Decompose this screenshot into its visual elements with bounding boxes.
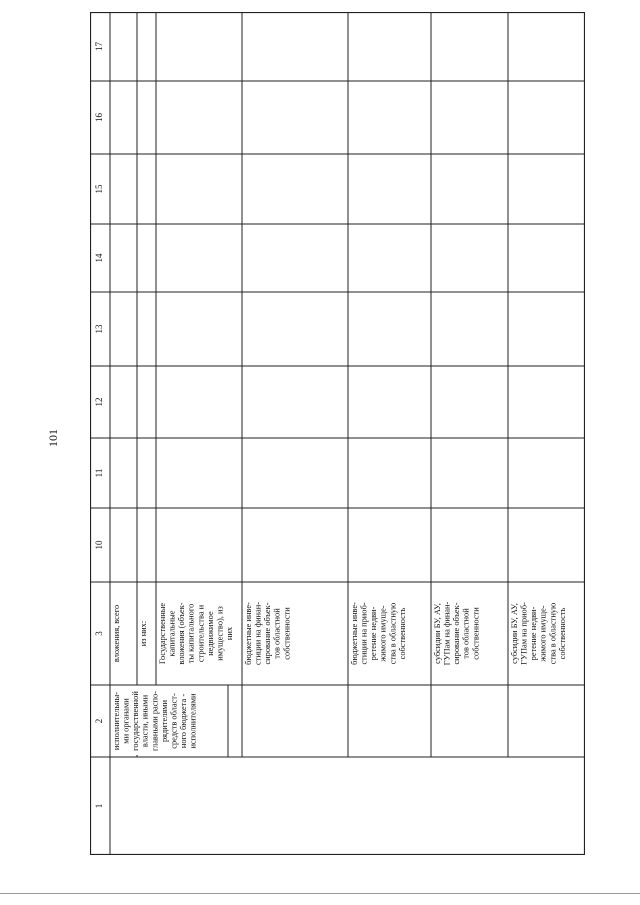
row-label-3-line: вложения (объек-: [177, 602, 187, 665]
row-label-4-line: сирование объек-: [263, 602, 273, 665]
row-label-4-line: бюджетные инве-: [243, 602, 253, 665]
row-label-3-line: капитальные: [167, 610, 177, 657]
row-label-5-line: стиции на приоб-: [359, 602, 369, 665]
column-header-2: 2: [94, 718, 105, 724]
row-label-7-line: ГУПам на приоб-: [519, 602, 529, 665]
row-label-6-line: собственности: [471, 607, 481, 660]
col2-executors-text-line: ми органами: [121, 698, 131, 744]
row-label-2: [139, 621, 148, 646]
page-number: 101: [46, 429, 60, 447]
row-label-7-line: ретение недви-: [529, 606, 539, 661]
row-label-3-line: Государственные: [157, 602, 167, 665]
col2-executors-text-line: ного бюджета -: [179, 693, 189, 749]
row-label-7-line: собственность: [557, 607, 567, 660]
row-label-5-line: собственность: [397, 607, 407, 660]
row-label-7-line: жимого имуще-: [538, 605, 548, 662]
row-label-1: [112, 605, 121, 662]
column-header-14: 14: [94, 253, 105, 263]
column-header-1: 1: [94, 803, 105, 809]
col2-executors-text-line: власти, иными: [140, 694, 150, 748]
row-label-1-line: вложения, всего: [111, 604, 121, 663]
row-label-3: [158, 602, 234, 664]
col2-executors-text-line: главными распо-: [150, 691, 160, 751]
row-label-7-line: ства в областную: [548, 602, 558, 665]
row-label-5-line: бюджетные инве-: [349, 602, 359, 665]
column-header-17: 17: [94, 42, 105, 51]
col2-executors-text-line: исполнительны-: [111, 691, 121, 751]
col2-executors-text-line: средств област-: [169, 693, 179, 749]
row-label-3-line: строительства и: [196, 604, 206, 663]
column-header-12: 12: [94, 397, 105, 407]
row-label-3-line: недвижимое: [205, 611, 215, 656]
col2-executors-text-line: государственной: [131, 691, 141, 751]
column-header-11: 11: [94, 468, 105, 478]
column-header-15: 15: [94, 184, 105, 194]
row-label-3-line: имущество), из: [215, 606, 225, 661]
row-label-3-line: ты капитального: [186, 603, 196, 664]
col2-executors-text-line: рядителями: [159, 700, 169, 742]
row-label-6-line: тов областной: [461, 608, 471, 659]
row-label-2-line: из них:: [138, 620, 148, 647]
row-label-6-line: субсидии БУ, АУ,: [432, 603, 442, 664]
row-label-5: [350, 602, 407, 665]
row-label-5-line: ства в областную: [388, 602, 398, 665]
row-label-7-line: субсидии БУ, АУ,: [509, 603, 519, 664]
row-label-4-line: стиции на финан-: [253, 601, 263, 666]
col2-executors-text: [112, 691, 198, 751]
column-header-3: 3: [94, 631, 105, 636]
row-label-6: [433, 601, 480, 665]
row-label-4-line: тов областной: [272, 608, 282, 659]
column-header-13: 13: [94, 324, 105, 334]
column-header-16: 16: [94, 113, 105, 122]
row-label-6-line: сирование объек-: [452, 602, 462, 665]
column-header-10: 10: [94, 540, 105, 550]
row-label-7: [510, 602, 567, 665]
page-bottom-rule: [0, 893, 640, 894]
data-table: [90, 12, 585, 855]
row-label-4-line: собственности: [282, 607, 292, 660]
row-label-6-line: ГУПам на финан-: [442, 601, 452, 666]
row-label-4: [244, 602, 291, 665]
row-label-3-line: них: [225, 626, 235, 641]
col2-executors-text-line: исполнителями: [188, 693, 198, 749]
row-label-5-line: жимого имуще-: [378, 605, 388, 662]
row-label-5-line: ретение недви-: [369, 606, 379, 661]
